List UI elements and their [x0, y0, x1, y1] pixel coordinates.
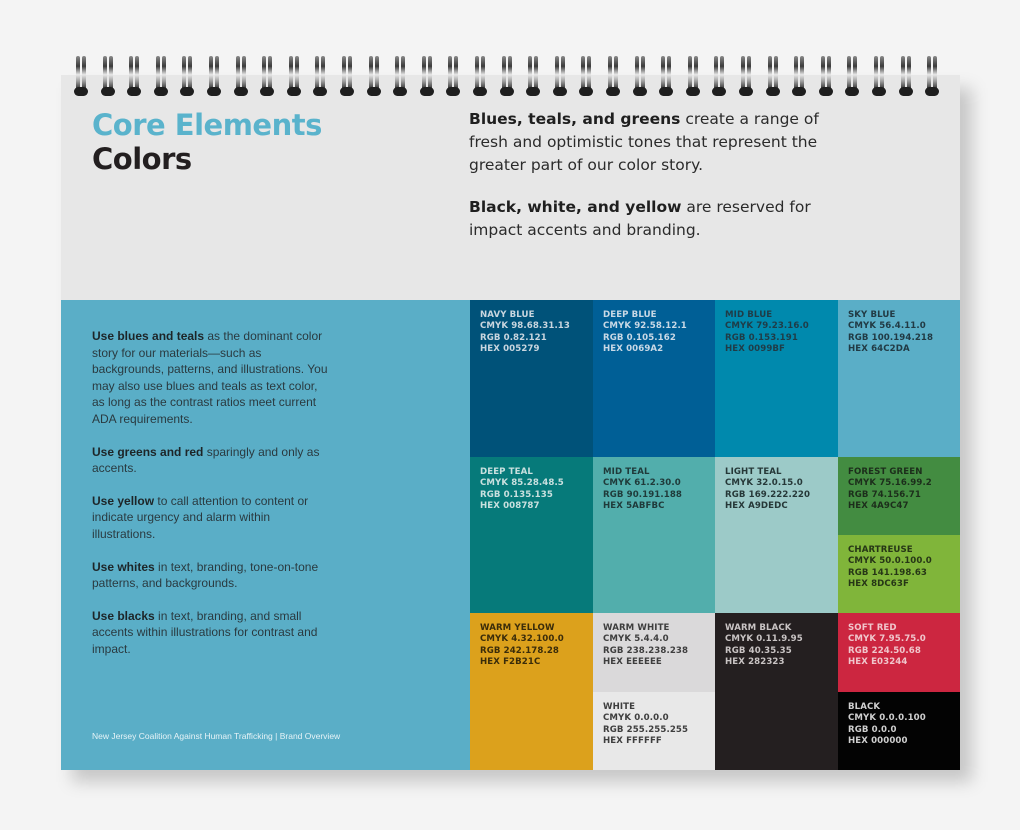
swatch-name: NAVY BLUE: [480, 310, 535, 320]
color-swatch-sky-blue: [838, 300, 960, 457]
swatch-name: BLACK: [848, 702, 881, 712]
guideline-item: [92, 444, 332, 477]
spiral-ring-icon: [899, 56, 913, 98]
spiral-ring-icon: [367, 56, 381, 98]
swatch-cmyk: CMYK 56.4.11.0: [848, 321, 926, 332]
intro-paragraph: [469, 108, 859, 177]
guideline-body: as the dominant color story for our materials—such as backgrounds, patterns, and illustrations. You may also use blues and teals as text color, as long as the contrast ratios meet current ADA requirements.: [92, 329, 328, 426]
color-swatch-navy-blue: [470, 300, 593, 457]
swatch-rgb: RGB 100.194.218: [848, 332, 934, 343]
intro-bold: Black, white, and yellow: [469, 198, 682, 216]
swatch-name: WARM YELLOW: [480, 623, 555, 633]
spiral-ring-icon: [579, 56, 593, 98]
page-header: [61, 75, 960, 300]
guideline-body: in text, branding, tone-on-tone patterns, and backgrounds.: [92, 559, 319, 591]
swatch-rgb: RGB 141.198.63: [848, 567, 927, 578]
spiral-ring-icon: [234, 56, 248, 98]
swatch-hex: HEX E03244: [848, 657, 908, 668]
spiral-ring-icon: [526, 56, 540, 98]
swatch-rgb: RGB 0.0.0: [848, 724, 897, 735]
color-swatch-mid-teal: [593, 457, 715, 613]
guideline-bold: Use yellow: [92, 493, 155, 508]
spiral-ring-icon: [553, 56, 567, 98]
swatch-rgb: RGB 169.222.220: [725, 489, 811, 500]
swatch-name: CHARTREUSE: [848, 545, 913, 555]
color-swatch-grid: [470, 300, 960, 770]
swatch-hex: HEX 0099BF: [725, 344, 786, 355]
swatch-cmyk: CMYK 98.68.31.13: [480, 321, 570, 332]
spiral-ring-icon: [74, 56, 88, 98]
spiral-ring-icon: [127, 56, 141, 98]
spiral-ring-icon: [606, 56, 620, 98]
guideline-body: to call attention to content or indicate urgency and alarm within illustrations.: [92, 493, 309, 541]
usage-guidelines-panel: [61, 300, 470, 770]
swatch-name: DEEP TEAL: [480, 467, 533, 477]
spiral-ring-icon: [500, 56, 514, 98]
swatch-hex: HEX 282323: [725, 657, 785, 668]
swatch-name: SKY BLUE: [848, 310, 896, 320]
guideline-bold: Use blues and teals: [92, 329, 205, 343]
swatch-name: WARM WHITE: [603, 623, 670, 633]
swatch-cmyk: CMYK 79.23.16.0: [725, 321, 809, 332]
swatch-rgb: RGB 0.135.135: [480, 489, 553, 500]
swatch-hex: HEX 64C2DA: [848, 344, 910, 355]
swatch-hex: HEX 005279: [480, 344, 540, 355]
spiral-ring-icon: [925, 56, 939, 98]
swatch-hex: HEX 000000: [848, 736, 908, 747]
color-swatch-warm-white: [593, 613, 715, 692]
spiral-ring-icon: [712, 56, 726, 98]
color-swatch-white: [593, 692, 715, 770]
swatch-cmyk: CMYK 32.0.15.0: [725, 478, 803, 489]
swatch-cmyk: CMYK 75.16.99.2: [848, 478, 932, 489]
spiral-binding: [74, 56, 954, 98]
swatch-cmyk: CMYK 85.28.48.5: [480, 478, 564, 489]
guideline-item: [92, 559, 332, 592]
swatch-rgb: RGB 40.35.35: [725, 645, 792, 656]
spiral-ring-icon: [659, 56, 673, 98]
guideline-item: [92, 608, 332, 658]
swatch-cmyk: CMYK 7.95.75.0: [848, 634, 926, 645]
swatch-hex: HEX 4A9C47: [848, 501, 909, 512]
spiral-ring-icon: [287, 56, 301, 98]
swatch-rgb: RGB 0.153.191: [725, 332, 798, 343]
swatch-cmyk: CMYK 0.0.0.0: [603, 713, 669, 724]
swatch-hex: HEX 8DC63F: [848, 579, 909, 590]
intro-bold: Blues, teals, and greens: [469, 110, 681, 128]
spiral-ring-icon: [154, 56, 168, 98]
spiral-ring-icon: [393, 56, 407, 98]
color-swatch-mid-blue: [715, 300, 838, 457]
swatch-name: SOFT RED: [848, 623, 897, 633]
swatch-hex: HEX EEEEEE: [603, 657, 662, 668]
swatch-rgb: RGB 224.50.68: [848, 645, 921, 656]
spiral-ring-icon: [845, 56, 859, 98]
spiral-ring-icon: [473, 56, 487, 98]
spiral-ring-icon: [686, 56, 700, 98]
guideline-bold: Use greens and red: [92, 444, 204, 459]
color-swatch-warm-black: [715, 613, 838, 770]
guideline-bold: Use whites: [92, 559, 155, 574]
spiral-ring-icon: [766, 56, 780, 98]
spiral-ring-icon: [792, 56, 806, 98]
swatch-hex: HEX 5ABFBC: [603, 501, 665, 512]
spiral-ring-icon: [260, 56, 274, 98]
guideline-body: in text, branding, and small accents within illustrations for contrast and impact.: [92, 608, 318, 656]
swatch-hex: HEX F2B21C: [480, 657, 541, 668]
swatch-rgb: RGB 0.105.162: [603, 332, 676, 343]
color-swatch-soft-red: [838, 613, 960, 692]
swatch-name: WHITE: [603, 702, 636, 712]
swatch-cmyk: CMYK 0.11.9.95: [725, 634, 803, 645]
spiral-ring-icon: [739, 56, 753, 98]
swatch-hex: HEX A9DEDC: [725, 501, 788, 512]
swatch-name: MID TEAL: [603, 467, 650, 477]
intro-body: create a range of fresh and optimistic tones that represent the greater part of our color story.: [469, 110, 819, 174]
color-swatch-warm-yellow: [470, 613, 593, 770]
guidelines-list: [92, 328, 332, 674]
section-title: Core Elements: [92, 108, 322, 142]
spiral-ring-icon: [872, 56, 886, 98]
swatch-rgb: RGB 90.191.188: [603, 489, 682, 500]
spiral-ring-icon: [633, 56, 647, 98]
color-swatch-black: [838, 692, 960, 770]
guideline-body: sparingly and only as accents.: [92, 444, 320, 476]
intro-body: are reserved for impact accents and branding.: [469, 198, 811, 239]
color-swatch-light-teal: [715, 457, 838, 613]
swatch-name: WARM BLACK: [725, 623, 792, 633]
swatch-rgb: RGB 255.255.255: [603, 724, 689, 735]
swatch-cmyk: CMYK 92.58.12.1: [603, 321, 687, 332]
spiral-ring-icon: [180, 56, 194, 98]
spiral-ring-icon: [819, 56, 833, 98]
spiral-ring-icon: [207, 56, 221, 98]
spiral-ring-icon: [446, 56, 460, 98]
swatch-hex: HEX 0069A2: [603, 344, 664, 355]
brochure-page: [61, 75, 960, 770]
swatch-hex: HEX FFFFFF: [603, 736, 662, 747]
color-swatch-deep-blue: [593, 300, 715, 457]
guideline-item: [92, 493, 332, 543]
color-swatch-forest-green: [838, 457, 960, 535]
swatch-rgb: RGB 0.82.121: [480, 332, 547, 343]
swatch-cmyk: CMYK 0.0.0.100: [848, 713, 926, 724]
swatch-hex: HEX 008787: [480, 501, 540, 512]
page-footer: New Jersey Coalition Against Human Trafficking | Brand Overview: [92, 731, 341, 741]
intro-text: [469, 108, 859, 261]
swatch-cmyk: CMYK 50.0.100.0: [848, 556, 932, 567]
swatch-name: LIGHT TEAL: [725, 467, 782, 477]
spiral-ring-icon: [313, 56, 327, 98]
page-title: Colors: [92, 142, 192, 176]
spiral-ring-icon: [101, 56, 115, 98]
swatch-rgb: RGB 242.178.28: [480, 645, 559, 656]
swatch-name: MID BLUE: [725, 310, 773, 320]
color-swatch-chartreuse: [838, 535, 960, 613]
color-swatch-deep-teal: [470, 457, 593, 613]
swatch-cmyk: CMYK 5.4.4.0: [603, 634, 669, 645]
swatch-rgb: RGB 74.156.71: [848, 489, 921, 500]
spiral-ring-icon: [340, 56, 354, 98]
guideline-bold: Use blacks: [92, 608, 155, 623]
swatch-name: DEEP BLUE: [603, 310, 657, 320]
swatch-cmyk: CMYK 61.2.30.0: [603, 478, 681, 489]
swatch-rgb: RGB 238.238.238: [603, 645, 689, 656]
guideline-item: [92, 328, 332, 428]
swatch-name: FOREST GREEN: [848, 467, 923, 477]
intro-paragraph: [469, 196, 859, 242]
spiral-ring-icon: [420, 56, 434, 98]
swatch-cmyk: CMYK 4.32.100.0: [480, 634, 564, 645]
